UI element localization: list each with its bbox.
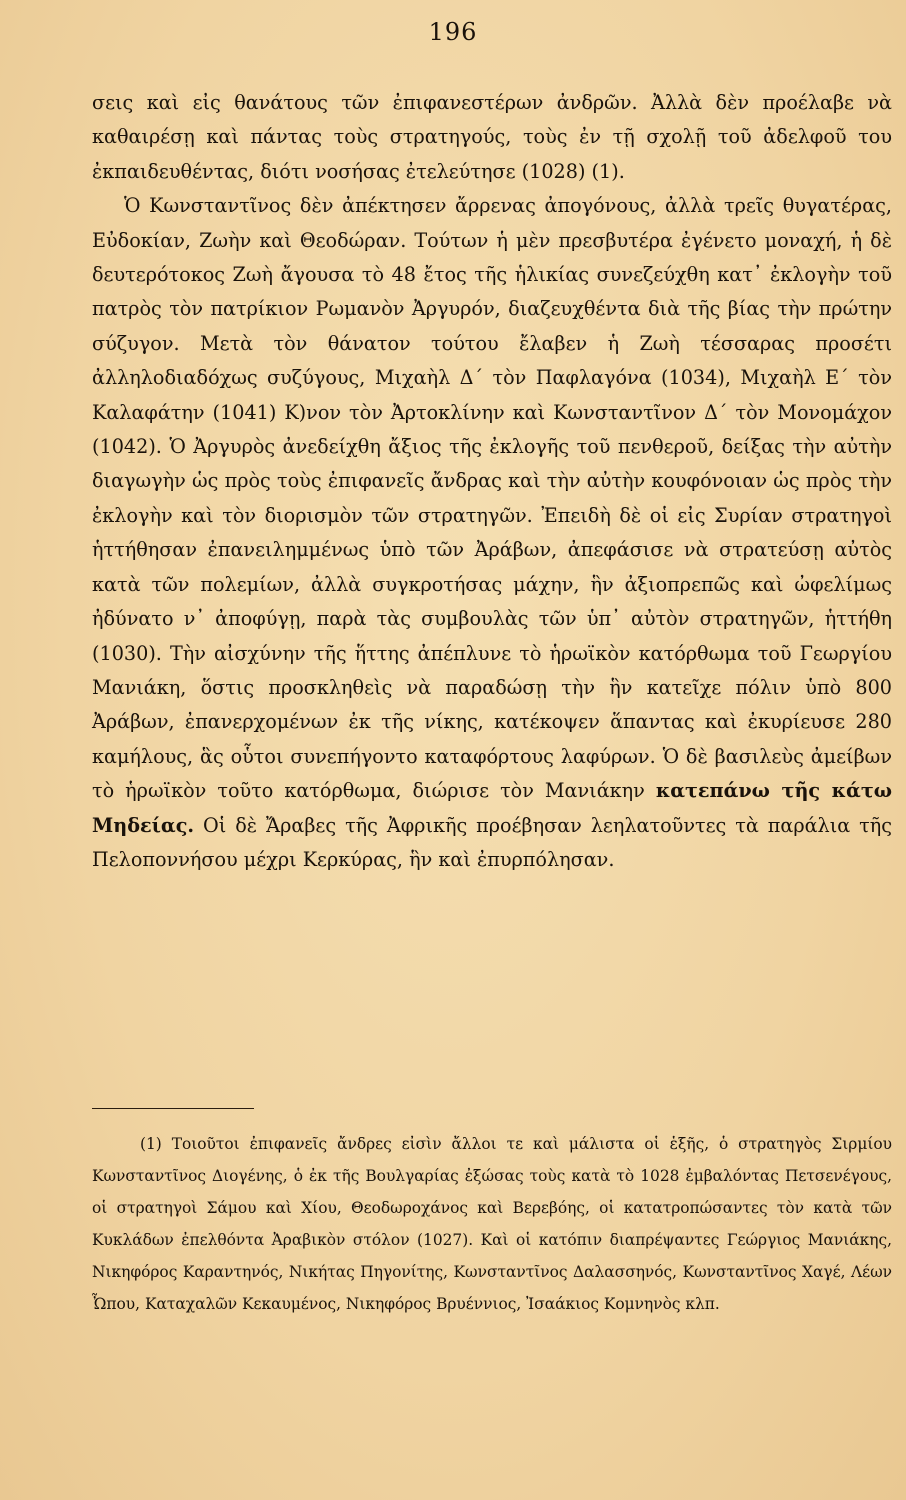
paragraph-text: Ὁ Κωνσταντῖνος δὲν ἀπέκτησεν ἄρρενας ἀπογόνους, ἀλλὰ τρεῖς θυγατέρας, Εὐδοκίαν, Ζωὴν καὶ Θεοδώραν. Τούτων ἡ μὲν πρεσβυτέρα ἐγένετο μοναχή, ἡ δὲ δευτερότοκος Ζωὴ ἄγουσα τὸ 48 ἔτος τῆς ἡλικίας συνεζεύχθη κατ᾿ ἐκλογὴν τοῦ πατρὸς τὸν πατρίκιον Ρωμανὸν Ἀργυρόν, διαζευχθέντα διὰ τῆς βίας τὴν πρώτην σύζυγον. Μετὰ τὸν θάνατον τούτου ἔλαβεν ἡ Ζωὴ τέσσαρας προσέτι ἀλληλοδιαδόχως συζύγους, Μιχαὴλ Δ΄ τὸν Παφλαγόνα (1034), Μιχαὴλ Ε΄ τὸν Καλαφάτην (1041) Κ)νον τὸν Ἀρτοκλίνην καὶ Κωνσταντῖνον Δ΄ τὸν Μονομάχον (1042). Ὁ Ἀργυρὸς ἀνεδείχθη ἄξιος τῆς ἐκλογῆς τοῦ πενθεροῦ, δείξας τὴν αὐτὴν διαγωγὴν ὡς πρὸς τοὺς ἐπιφανεῖς ἄνδρας καὶ τὴν αὐτὴν κουφόνοιαν ὡς πρὸς τὴν ἐκλογὴν καὶ τὸν διορισμὸν τῶν στρατηγῶν. Ἐπειδὴ δὲ οἱ εἰς Συρίαν στρατηγοὶ ἡττήθησαν ἐπανειλημμένως ὑπὸ τῶν Ἀράβων, ἀπεφάσισε νὰ στρατεύσῃ αὐτὸς κατὰ τῶν πολεμίων, ἀλλὰ συγκροτήσας μάχην, ἣν ἀξιοπρεπῶς καὶ ὠφελίμως ἠδύνατο ν᾿ ἀποφύγῃ, παρὰ τὰς συμβουλὰς τῶν ὑπ᾿ αὐτὸν στρατηγῶν, ἡττήθη (1030). Τὴν αἰσχύνην τῆς ἥττης ἀπέπλυνε τὸ ἡρωϊκὸν κατόρθωμα τοῦ Γεωργίου Μανιάκη, ὅστις προσκληθεὶς νὰ παραδώσῃ τὴν ἣν κατεῖχε πόλιν ὑπὸ 800 Ἀράβων, ἐπανερχομένων ἐκ τῆς νίκης, κατέκοψεν ἅπαντας καὶ ἐκυρίευσε 280 καμήλους, ἃς οὗτοι συνεπήγοντο καταφόρτους λαφύρων. Ὁ δὲ βασιλεὺς ἀμείβων τὸ ἡρωϊκὸν τοῦτο κατόρθωμα, διώρισε τὸν Μανιάκην [92,194,892,803]
paragraph-constantine [92,189,892,877]
main-text [92,86,892,877]
footnote-divider [92,1108,254,1109]
paragraph-text: σεις καὶ εἰς θανάτους τῶν ἐπιφανεστέρων ἀνδρῶν. Ἀλλὰ δὲν προέλαβε νὰ καθαιρέσῃ καὶ πάντας τοὺς στρατηγούς, τοὺς ἐν τῇ σχολῇ τοῦ ἀδελφοῦ του ἐκπαιδευθέντας, διότι νοσήσας ἐτελεύτησε (1028) (1). [92,91,892,183]
paragraph-continuation [92,86,892,189]
page-number: 196 [428,18,478,46]
paragraph-text-end: Οἱ δὲ Ἄραβες τῆς Ἀφρικῆς προέβησαν λεηλατοῦντες τὰ παράλια τῆς Πελοποννήσου μέχρι Κερκύρας, ἣν καὶ ἐπυρπόλησαν. [92,813,892,871]
footnote: (1) Τοιοῦτοι ἐπιφανεῖς ἄνδρες εἰσὶν ἄλλοι τε καὶ μάλιστα οἱ ἑξῆς, ὁ στρατηγὸς Σιρμίου Κωνσταντῖνος Διογένης, ὁ ἐκ τῆς Βουλγαρίας ἐξώσας τοὺς κατὰ τὸ 1028 ἐμβαλόντας Πετσενέγους, οἱ στρατηγοὶ Σάμου καὶ Χίου, Θεοδωροχάνος καὶ Βερεβόης, οἱ κατατροπώσαντες τὸν κατὰ τῶν Κυκλάδων ἐπελθόντα Ἀραβικὸν στόλον (1027). Καὶ οἱ κατόπιν διαπρέψαντες Γεώργιος Μανιάκης, Νικηφόρος Καραντηνός, Νικήτας Πηγονίτης, Κωνσταντῖνος Δαλασσηνός, Κωνσταντῖνος Χαγέ, Λέων Ὦπου, Καταχαλῶν Κεκαυμένος, Νικηφόρος Βρυέννιος, Ἰσαάκιος Κομνηνὸς κλπ. [92,1135,892,1313]
bold-phrase: κατεπάνω τῆς κάτω Μηδείας. [92,779,892,837]
